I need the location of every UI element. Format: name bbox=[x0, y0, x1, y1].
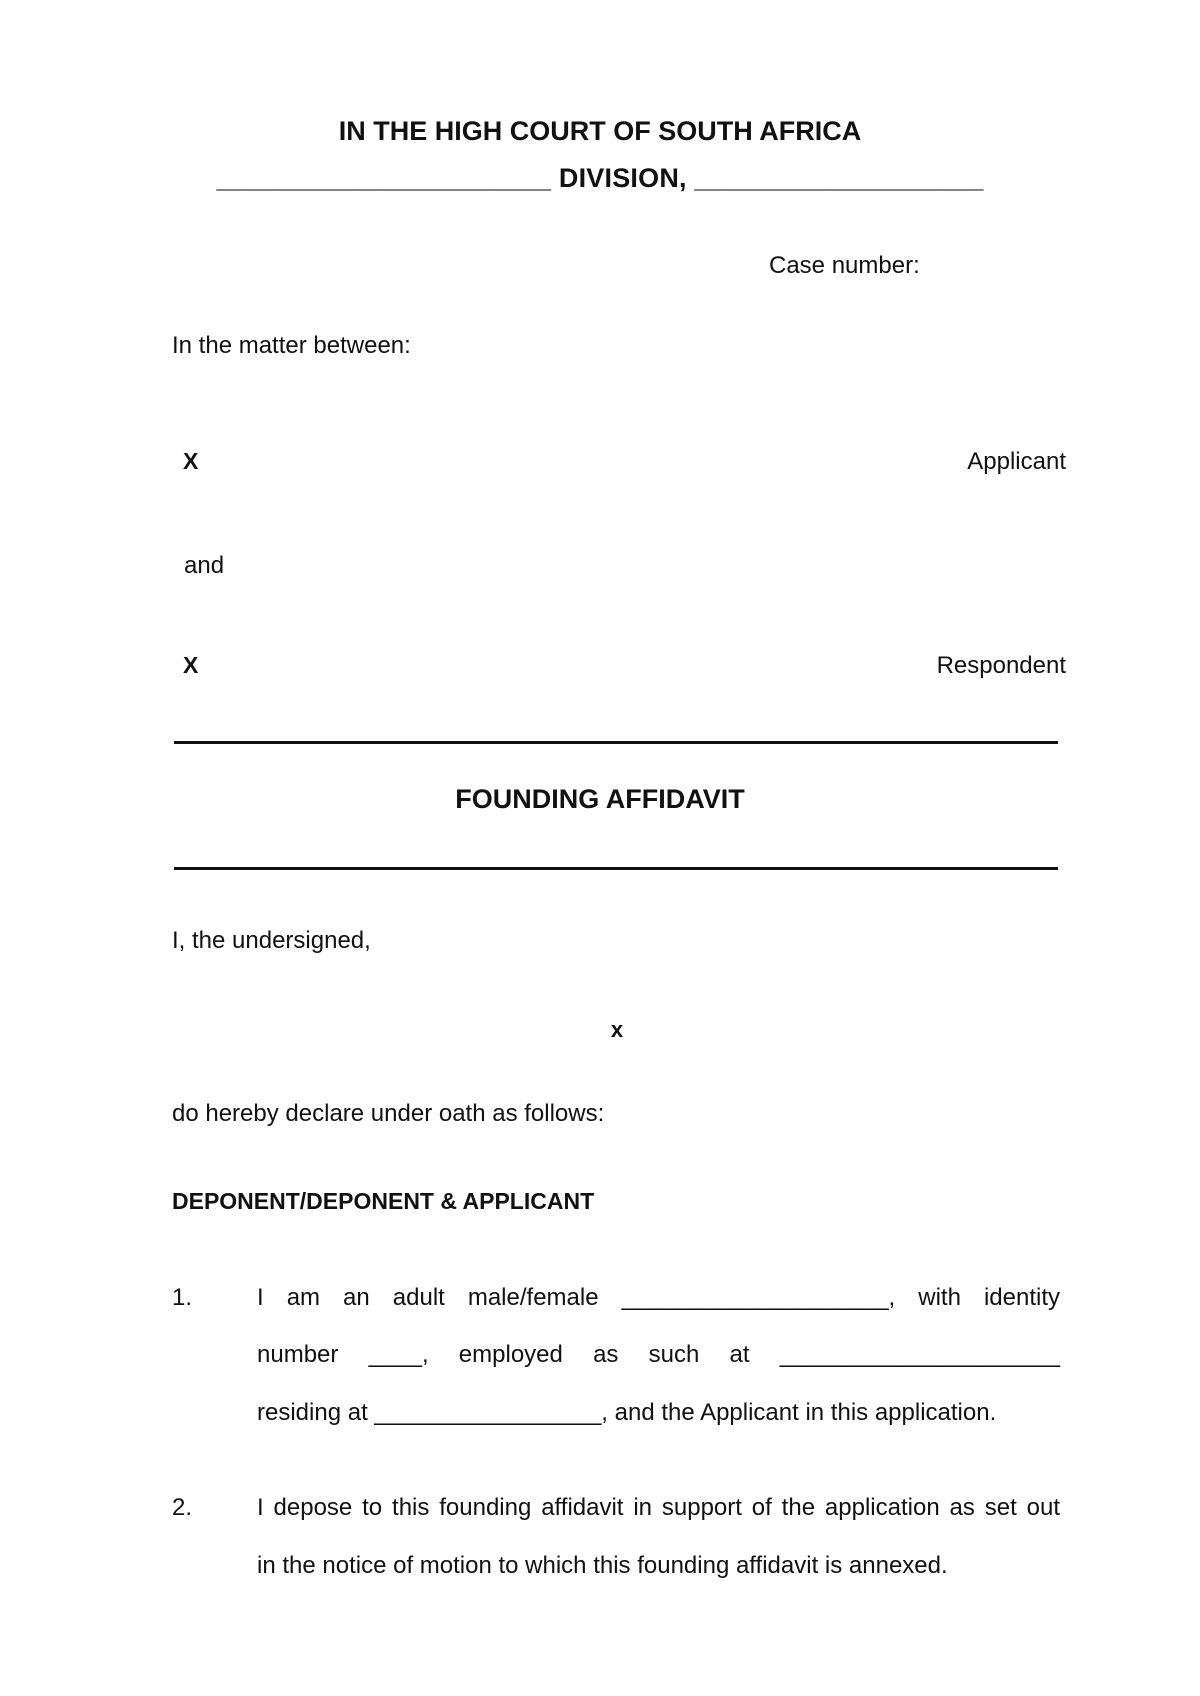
paragraph-1-line-2: number ____, employed as such at _____________________ bbox=[257, 1341, 1060, 1368]
undersigned-text: I, the undersigned, bbox=[172, 927, 371, 954]
top-divider-line bbox=[174, 741, 1058, 744]
respondent-name: X bbox=[183, 652, 199, 678]
applicant-role: Applicant bbox=[967, 448, 1066, 475]
case-number-label: Case number: bbox=[769, 252, 920, 279]
court-heading: IN THE HIGH COURT OF SOUTH AFRICA bbox=[338, 116, 862, 146]
applicant-name: X bbox=[183, 448, 199, 474]
paragraph-1-line-1: I am an adult male/female ____________________, with identity bbox=[257, 1284, 1060, 1311]
paragraph-1-number: 1. bbox=[172, 1284, 193, 1311]
section-heading: DEPONENT/DEPONENT & APPLICANT bbox=[172, 1188, 595, 1214]
declaration-text: do hereby declare under oath as follows: bbox=[172, 1100, 605, 1127]
matter-intro: In the matter between: bbox=[172, 332, 411, 359]
paragraph-2-number: 2. bbox=[172, 1494, 193, 1521]
deponent-name: x bbox=[610, 1017, 624, 1042]
and-conjunction: and bbox=[184, 552, 225, 579]
division-line: ______________________ DIVISION, ___________________ bbox=[216, 163, 984, 193]
bottom-divider-line bbox=[174, 867, 1058, 870]
paragraph-2-line-1: I depose to this founding affidavit in support of the application as set out bbox=[257, 1494, 1060, 1521]
document-title: FOUNDING AFFIDAVIT bbox=[455, 784, 745, 814]
paragraph-1-line-3: residing at _________________, and the Applicant in this application. bbox=[257, 1399, 997, 1426]
paragraph-2-line-2: in the notice of motion to which this founding affidavit is annexed. bbox=[257, 1552, 948, 1579]
respondent-role: Respondent bbox=[936, 652, 1066, 679]
